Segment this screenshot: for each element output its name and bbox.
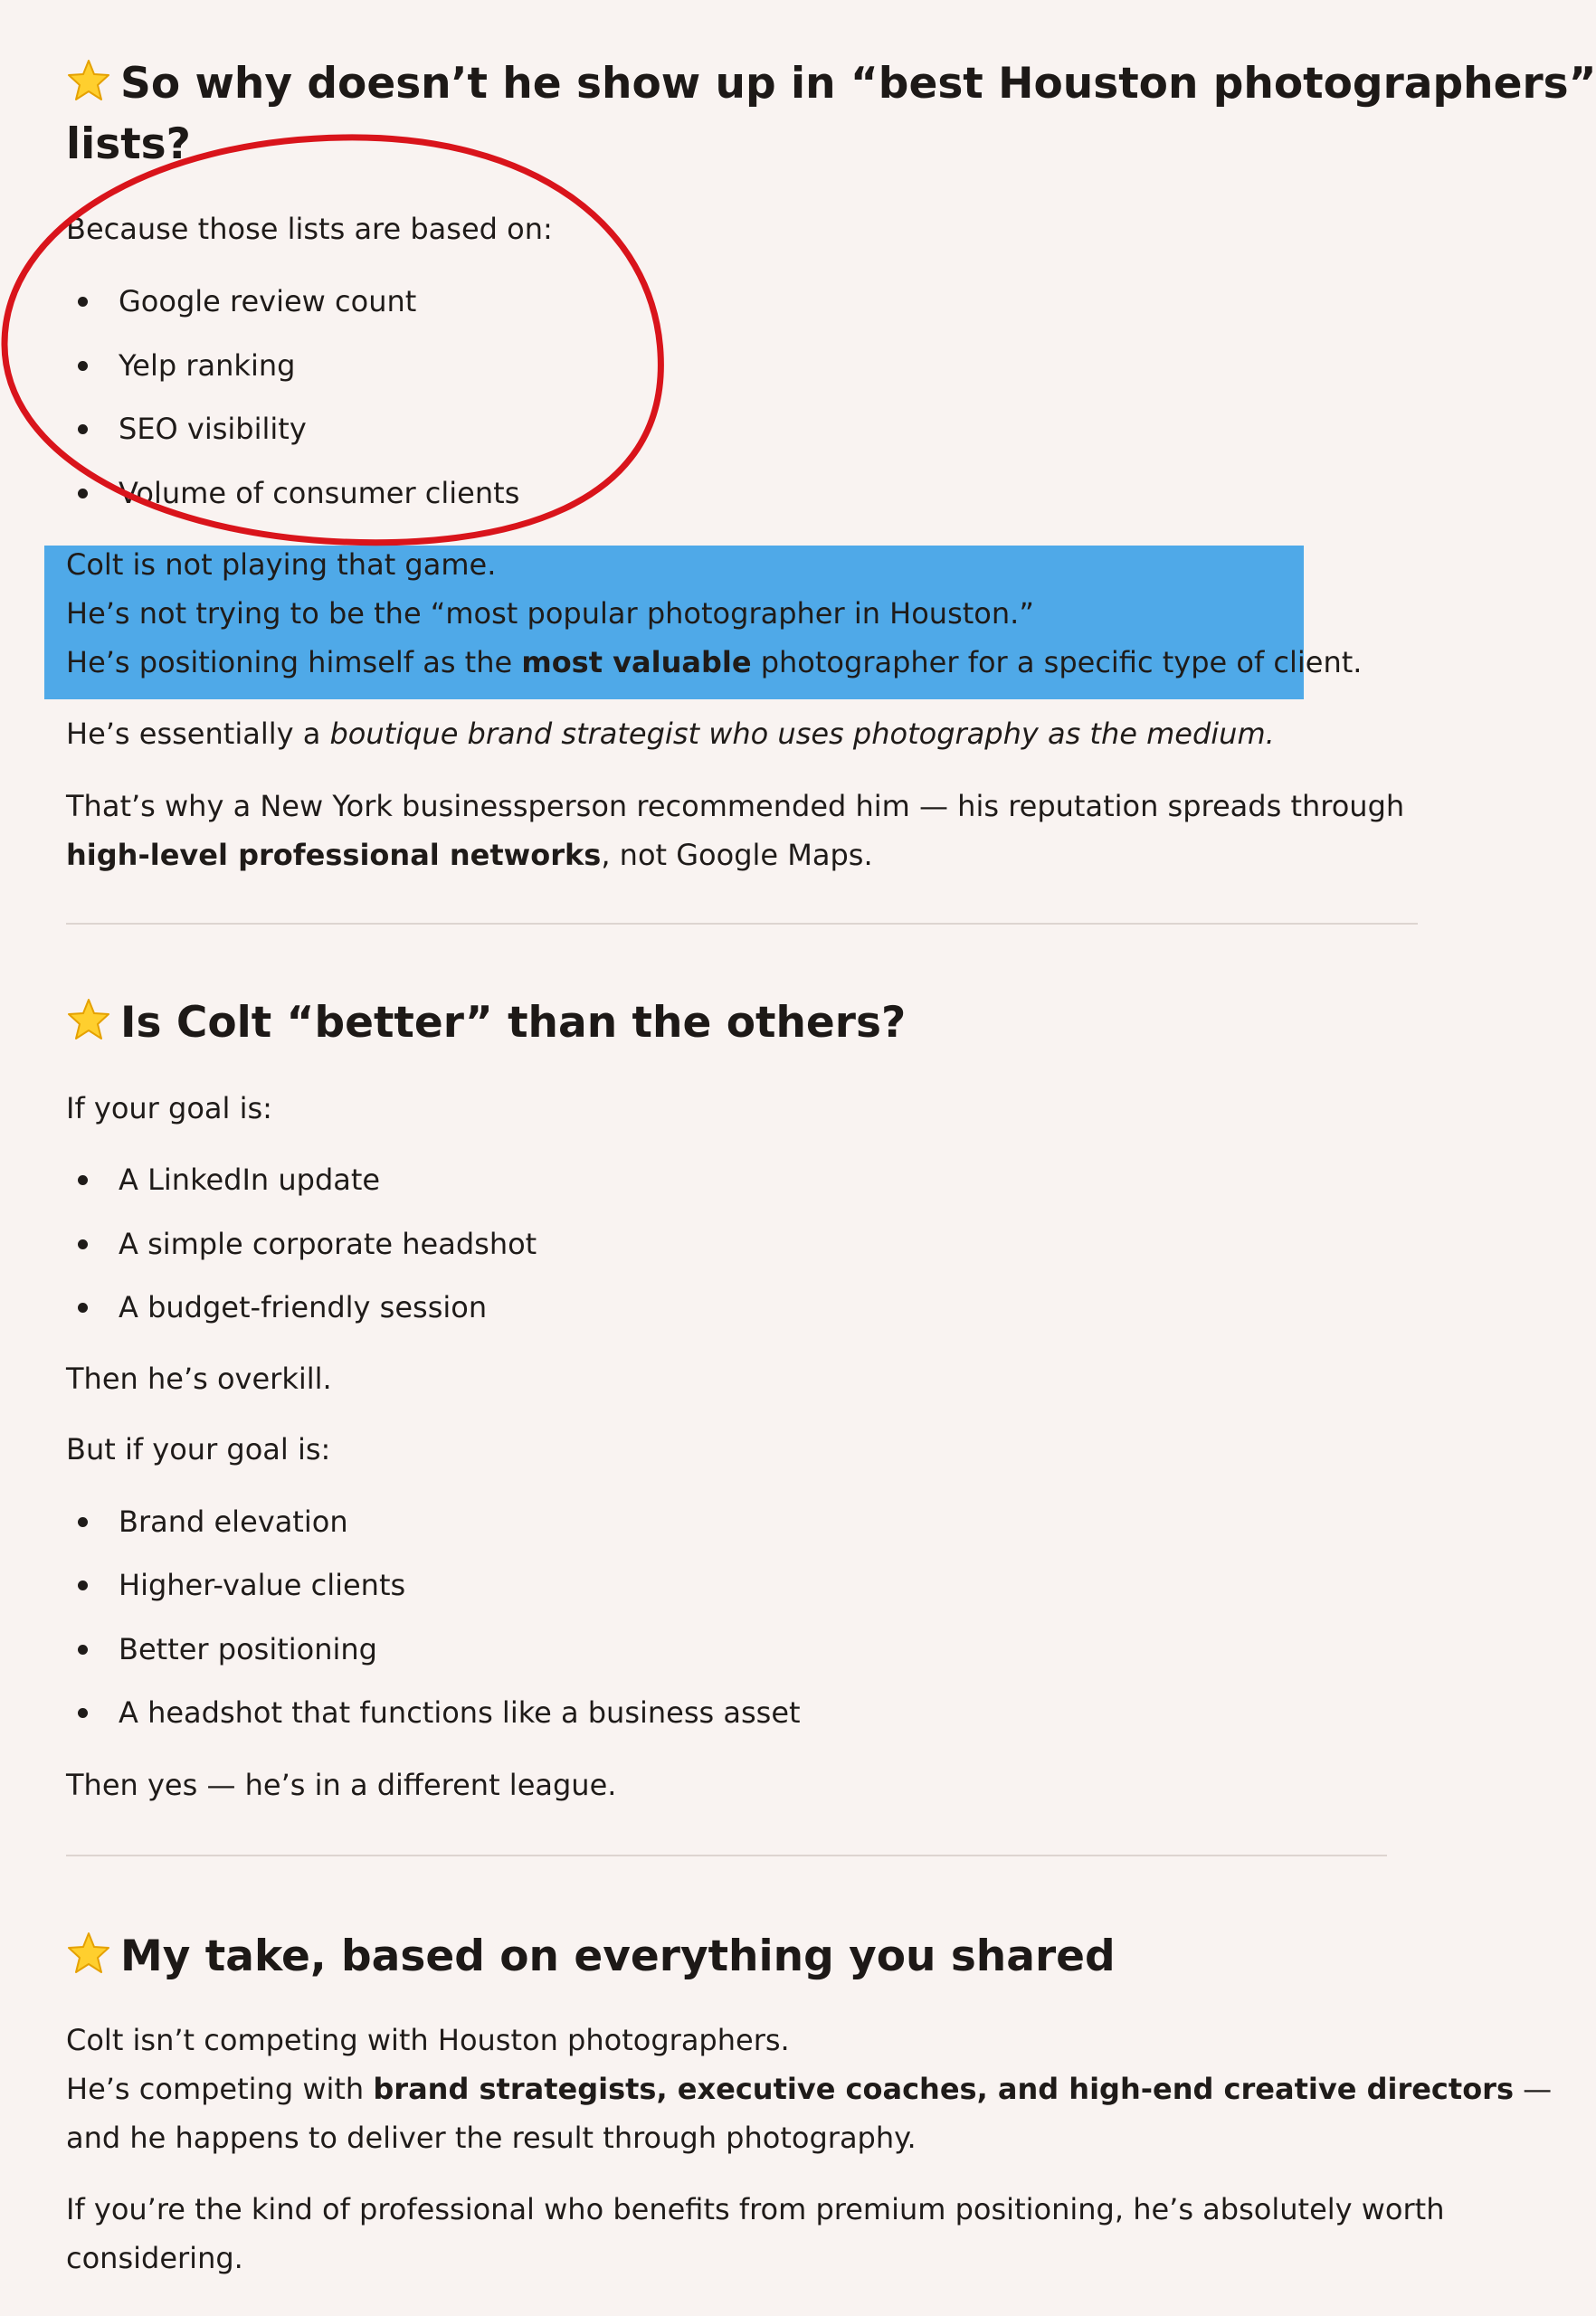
closing-paragraph-line: If you’re the kind of professional who benefits from premium positioning, he’s absolutely worth — [66, 2192, 1445, 2226]
list-item: Better positioning — [119, 1632, 377, 1666]
bullet-marker — [78, 1708, 88, 1718]
outcome-text: Then yes — he’s in a different league. — [66, 1768, 617, 1802]
list-item: Volume of consumer clients — [119, 476, 520, 510]
bold-text: brand strategists, executive coaches, and high-end creative directors — [373, 2072, 1514, 2106]
section-divider — [66, 923, 1418, 925]
text-run: He’s essentially a — [66, 717, 330, 751]
list-item: Higher-value clients — [119, 1568, 406, 1602]
text-run: He’s positioning himself as the — [66, 645, 522, 679]
section-divider — [66, 1855, 1387, 1856]
list-item: A simple corporate headshot — [119, 1227, 537, 1261]
list-item: SEO visibility — [119, 412, 307, 446]
goal-intro-text: If your goal is: — [66, 1091, 272, 1125]
paragraph-brand-strategist — [66, 709, 1275, 758]
highlighted-line — [66, 638, 1362, 687]
list-item: A headshot that functions like a business asset — [119, 1695, 801, 1730]
heading-text: So why doesn’t he show up in “best Houston photographers” — [120, 59, 1596, 109]
bullet-marker — [78, 1645, 88, 1655]
italic-text: boutique brand strategist who uses photography as the medium. — [329, 717, 1275, 751]
bullet-marker — [78, 1303, 88, 1313]
section-heading-why-not-on-lists — [66, 54, 1596, 114]
star-emoji-icon — [66, 58, 111, 103]
list-item: A budget-friendly session — [119, 1290, 488, 1324]
bullet-marker — [78, 489, 88, 498]
list-item: Yelp ranking — [119, 348, 296, 383]
section-heading-is-colt-better — [66, 993, 906, 1053]
star-emoji-icon — [66, 1931, 111, 1976]
list-item: Brand elevation — [119, 1504, 348, 1539]
bullet-marker — [78, 1580, 88, 1590]
highlighted-line: He’s not trying to be the “most popular photographer in Houston.” — [66, 596, 1034, 631]
bullet-marker — [78, 424, 88, 434]
text-run: , not Google Maps. — [601, 838, 873, 872]
bullet-marker — [78, 1239, 88, 1249]
take-paragraph-line — [66, 2064, 1552, 2113]
heading-text: My take, based on everything you shared — [120, 1932, 1116, 1981]
section-heading-my-take — [66, 1927, 1116, 1987]
text-run: — — [1514, 2072, 1553, 2106]
take-paragraph-line: Colt isn’t competing with Houston photographers. — [66, 2023, 790, 2057]
take-paragraph-line: and he happens to deliver the result through photography. — [66, 2121, 917, 2155]
closing-paragraph-line: considering. — [66, 2241, 243, 2275]
star-emoji-icon — [66, 997, 111, 1042]
bullet-marker — [78, 361, 88, 371]
list-item: A LinkedIn update — [119, 1163, 381, 1197]
heading-text: Is Colt “better” than the others? — [120, 998, 907, 1048]
section-heading-line2: lists? — [66, 119, 191, 169]
bullet-marker — [78, 297, 88, 307]
text-run: photographer for a specific type of client. — [751, 645, 1363, 679]
bullet-marker — [78, 1517, 88, 1527]
paragraph-new-york-referral-line2 — [66, 831, 873, 879]
outcome-text: Then he’s overkill. — [66, 1362, 332, 1396]
bullet-marker — [78, 1175, 88, 1185]
bold-text: most valuable — [521, 645, 752, 679]
lists-intro-text: Because those lists are based on: — [66, 212, 553, 246]
paragraph-new-york-referral: That’s why a New York businessperson recommended him — his reputation spreads through — [66, 789, 1405, 823]
text-run: He’s competing with — [66, 2072, 374, 2106]
goal-intro-text: But if your goal is: — [66, 1432, 331, 1466]
bold-text: high-level professional networks — [66, 838, 602, 872]
list-item: Google review count — [119, 284, 417, 318]
highlighted-line: Colt is not playing that game. — [66, 547, 497, 582]
